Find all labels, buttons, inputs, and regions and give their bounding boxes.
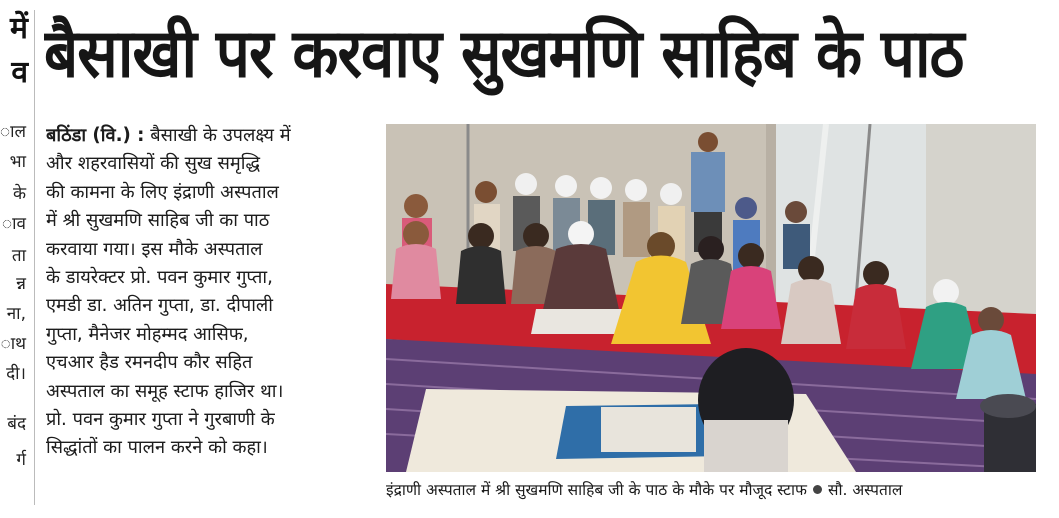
previous-line: दी।: [6, 364, 26, 384]
page-title: बैसाखी पर करवाए सुखमणि साहिब के पाठ: [44, 14, 964, 94]
article-line: करवाया गया। इस मौके अस्पताल: [46, 238, 263, 260]
article-line: एचआर हैड रमनदीप कौर सहित: [46, 352, 253, 374]
previous-heading-fragment: में: [10, 11, 28, 46]
news-photo: [386, 124, 1036, 472]
article-line: के डायरेक्टर प्रो. पवन कुमार गुप्ता,: [46, 267, 273, 289]
article-line: सिद्धांतों का पालन करने को कहा।: [46, 437, 268, 459]
photo-credit: सौ. अस्पताल: [827, 481, 903, 499]
article-line-text: बैसाखी के उपलक्ष्य में: [150, 125, 291, 146]
bullet-icon: [813, 485, 822, 494]
photo-gathering-icon: [386, 124, 1036, 472]
previous-line: बंद: [7, 414, 26, 434]
article-line: [46, 122, 368, 150]
previous-line: ाव: [2, 214, 26, 234]
article-line: एमडी डा. अतिन गुप्ता, डा. दीपाली: [46, 295, 273, 317]
article-line: की कामना के लिए इंद्राणी अस्पताल: [46, 181, 279, 203]
previous-line: के: [12, 184, 26, 204]
previous-line: भा: [9, 152, 26, 172]
article-line: गुप्ता, मैनेजर मोहम्मद आसिफ,: [46, 323, 249, 345]
article-line: प्रो. पवन कुमार गुप्ता ने गुरबाणी के: [46, 409, 275, 431]
previous-column: [0, 0, 30, 518]
previous-line: न्न: [16, 274, 26, 294]
previous-line: ता: [11, 246, 26, 266]
photo-caption: [386, 478, 1046, 502]
previous-line: र्ग: [16, 450, 26, 470]
previous-heading-fragment: व: [11, 55, 28, 90]
previous-line: ाल: [0, 122, 26, 142]
previous-line: ाथ: [0, 334, 26, 354]
article-body: [46, 122, 368, 463]
previous-line: ना,: [6, 304, 26, 324]
article-line: में श्री सुखमणि साहिब जी का पाठ: [46, 210, 270, 232]
caption-text: इंद्राणी अस्पताल में श्री सुखमणि साहिब जी के पाठ के मौके पर मौजूद स्टाफ: [386, 481, 807, 499]
article-line: अस्पताल का समूह स्टाफ हाजिर था।: [46, 380, 284, 402]
column-divider: [34, 10, 35, 505]
article-line: और शहरवासियों की सुख समृद्धि: [46, 153, 260, 175]
dateline: बठिंडा (वि.) :: [46, 125, 145, 146]
